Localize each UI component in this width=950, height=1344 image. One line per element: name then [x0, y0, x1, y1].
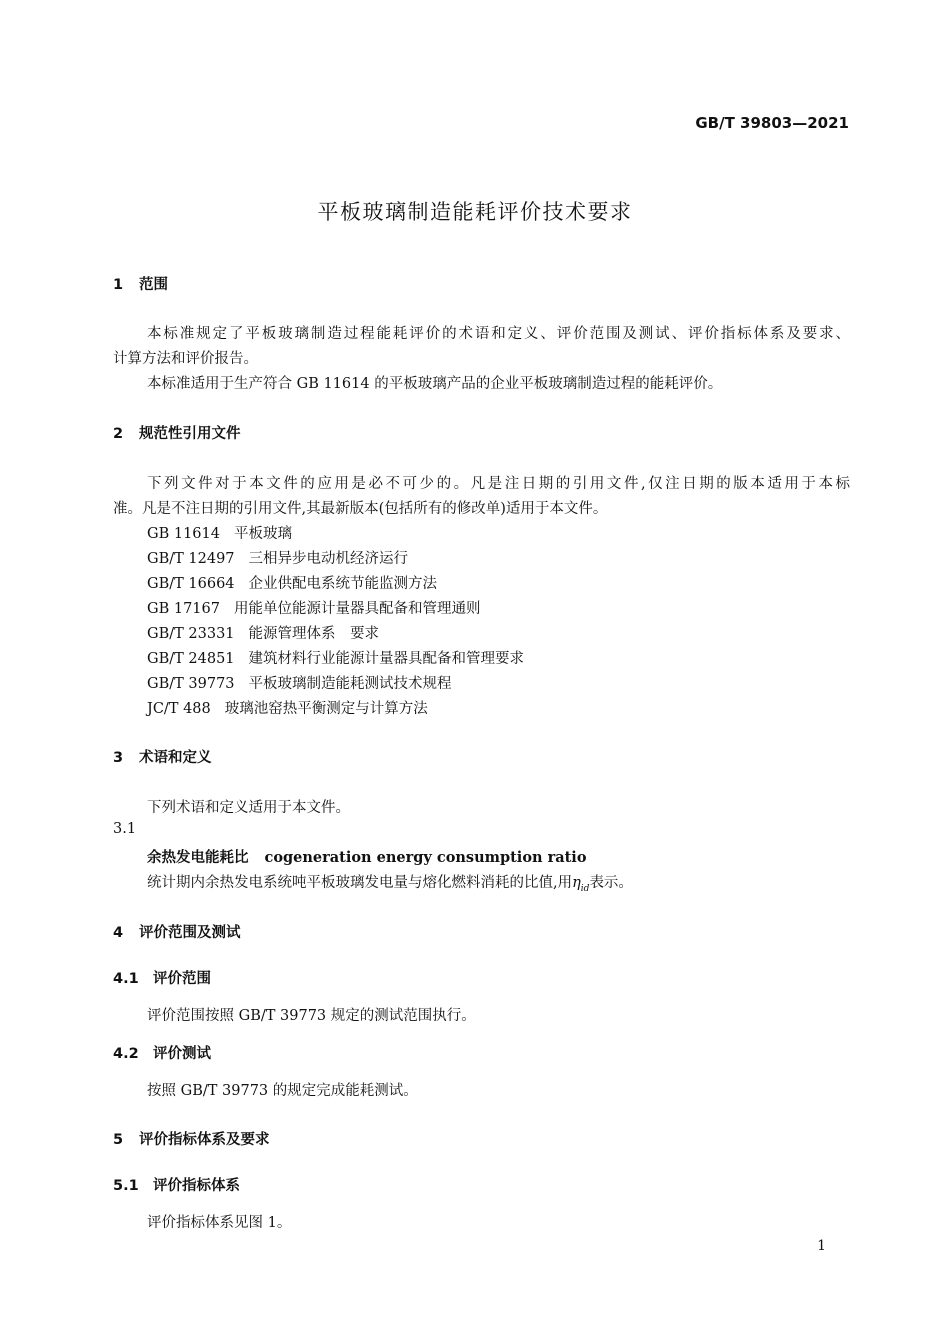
section-5-heading — [113, 1128, 270, 1149]
section-1-paragraph-2: 本标准适用于生产符合 GB 11614 的平板玻璃产品的企业平板玻璃制造过程的能耗评价。 — [147, 376, 723, 392]
section-number: 4 — [113, 925, 124, 941]
reference-code: GB 11614 — [147, 526, 220, 542]
reference-code: GB/T 16664 — [147, 576, 235, 592]
subsection-title: 评价测试 — [153, 1046, 211, 1062]
reference-title: 玻璃池窑热平衡测定与计算方法 — [224, 701, 428, 717]
subsection-number: 4.2 — [113, 1046, 139, 1062]
reference-item — [147, 522, 292, 543]
reference-title: 平板玻璃制造能耗测试技术规程 — [248, 676, 452, 692]
page-number: 1 — [817, 1238, 826, 1254]
standard-number: GB/T 39803—2021 — [695, 114, 849, 132]
subsection-4-2-text: 按照 GB/T 39773 的规定完成能耗测试。 — [147, 1083, 418, 1099]
section-4-heading — [113, 921, 241, 942]
term-english: cogeneration energy consumption ratio — [264, 849, 587, 866]
reference-item — [147, 697, 428, 718]
reference-item — [147, 547, 408, 568]
section-number: 2 — [113, 426, 124, 442]
reference-item — [147, 597, 480, 618]
section-1-paragraph-1-line-2: 计算方法和评价报告。 — [113, 351, 258, 367]
reference-item — [147, 672, 452, 693]
subsection-title: 评价指标体系 — [153, 1178, 240, 1194]
subsection-5-1-heading — [113, 1174, 240, 1195]
definition-text-end: 表示。 — [589, 875, 633, 891]
reference-title: 能源管理体系 要求 — [248, 626, 380, 642]
section-number: 5 — [113, 1132, 124, 1148]
reference-item — [147, 647, 524, 668]
definition-text: 统计期内余热发电系统吨平板玻璃发电量与熔化燃料消耗的比值,用 — [147, 875, 573, 891]
section-2-heading — [113, 422, 241, 443]
term-number: 3.1 — [113, 821, 137, 837]
section-number: 1 — [113, 277, 124, 293]
subsection-4-2-heading — [113, 1042, 211, 1063]
section-title: 评价范围及测试 — [139, 925, 241, 941]
section-number: 3 — [113, 750, 124, 766]
section-1-heading — [113, 273, 168, 294]
reference-code: GB 17167 — [147, 601, 220, 617]
subsection-number: 4.1 — [113, 971, 139, 987]
reference-title: 平板玻璃 — [233, 526, 292, 542]
section-title: 评价指标体系及要求 — [139, 1132, 270, 1148]
section-title: 术语和定义 — [139, 750, 212, 766]
subsection-number: 5.1 — [113, 1178, 139, 1194]
term-definition — [147, 871, 633, 894]
reference-code: GB/T 39773 — [147, 676, 235, 692]
subsection-5-1-text: 评价指标体系见图 1。 — [147, 1215, 292, 1231]
section-2-intro-line-2: 准。凡是不注日期的引用文件,其最新版本(包括所有的修改单)适用于本文件。 — [113, 501, 608, 517]
symbol-subscript: id — [580, 883, 590, 894]
eta-symbol — [572, 875, 590, 894]
section-3-heading — [113, 746, 212, 767]
reference-item — [147, 622, 379, 643]
term-heading — [147, 846, 587, 867]
reference-title: 企业供配电系统节能监测方法 — [248, 576, 438, 592]
section-3-intro: 下列术语和定义适用于本文件。 — [147, 800, 350, 816]
reference-title: 用能单位能源计量器具配备和管理通则 — [233, 601, 481, 617]
reference-title: 三相异步电动机经济运行 — [248, 551, 409, 567]
subsection-4-1-text: 评价范围按照 GB/T 39773 规定的测试范围执行。 — [147, 1008, 476, 1024]
section-2-intro-line-1: 下列文件对于本文件的应用是必不可少的。凡是注日期的引用文件,仅注日期的版本适用于本标 — [147, 476, 850, 492]
section-1-paragraph-1-line-1: 本标准规定了平板玻璃制造过程能耗评价的术语和定义、评价范围及测试、评价指标体系及要求、 — [147, 326, 850, 342]
reference-code: GB/T 12497 — [147, 551, 235, 567]
document-title: 平板玻璃制造能耗评价技术要求 — [317, 200, 633, 224]
subsection-4-1-heading — [113, 967, 211, 988]
section-title: 规范性引用文件 — [139, 426, 241, 442]
reference-code: GB/T 24851 — [147, 651, 235, 667]
reference-item — [147, 572, 437, 593]
subsection-title: 评价范围 — [153, 971, 211, 987]
section-title: 范围 — [139, 277, 168, 293]
reference-title: 建筑材料行业能源计量器具配备和管理要求 — [248, 651, 525, 667]
reference-code: JC/T 488 — [147, 701, 211, 717]
reference-code: GB/T 23331 — [147, 626, 235, 642]
symbol-main: η — [572, 875, 581, 891]
term-chinese: 余热发电能耗比 — [147, 850, 249, 866]
